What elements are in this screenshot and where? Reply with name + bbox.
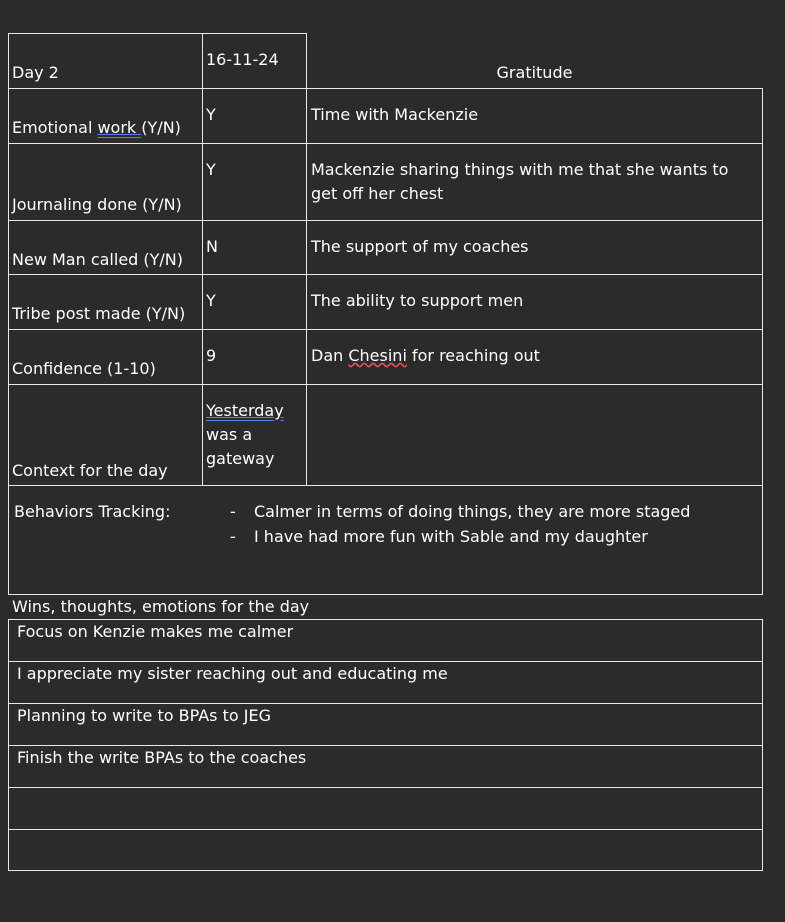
grid-line [8, 329, 763, 330]
grid-line [8, 33, 307, 34]
label-part-underlined: work [97, 118, 142, 137]
row-label-confidence: Confidence (1-10) [12, 359, 156, 378]
gratitude-item: Mackenzie sharing things with me that she wants to get off her chest [311, 160, 729, 203]
row-value-tribe-post: Y [206, 291, 216, 310]
win-item: Planning to write to BPAs to JEG [17, 706, 271, 725]
row-value-new-man-called: N [206, 237, 218, 256]
row-value-context [206, 399, 284, 471]
behavior-item: I have had more fun with Sable and my daughter [254, 527, 648, 546]
bullet-dash: - [230, 502, 236, 521]
row-value-confidence: 9 [206, 346, 217, 365]
behavior-item: Calmer in terms of doing things, they are more staged [254, 502, 691, 521]
gratitude-part: Dan [311, 346, 349, 365]
row-label-context: Context for the day [12, 461, 168, 480]
grid-line [8, 384, 763, 385]
context-line: was a [206, 425, 253, 444]
gratitude-item [311, 344, 540, 368]
grid-line [8, 220, 763, 221]
row-value-emotional-work: Y [206, 105, 216, 124]
win-item: Focus on Kenzie makes me calmer [17, 622, 294, 641]
win-item: I appreciate my sister reaching out and educating me [17, 664, 448, 683]
grid-line [8, 619, 9, 871]
context-line: gateway [206, 449, 275, 468]
grid-line [202, 33, 203, 486]
gratitude-part: for reaching out [406, 346, 540, 365]
row-label-journaling: Journaling done (Y/N) [12, 195, 182, 214]
win-item: Finish the write BPAs to the coaches [17, 748, 307, 767]
day-label: Day 2 [12, 63, 59, 82]
grid-line [8, 88, 763, 89]
grid-line [8, 485, 763, 486]
grid-line [8, 787, 763, 788]
context-line: Yesterday [206, 401, 284, 420]
behaviors-label: Behaviors Tracking: [14, 502, 171, 521]
label-part: Emotional [12, 118, 98, 137]
gratitude-item: The ability to support men [311, 291, 524, 310]
row-label-new-man-called: New Man called (Y/N) [12, 250, 184, 269]
wins-heading: Wins, thoughts, emotions for the day [12, 597, 310, 616]
bullet-dash: - [230, 527, 236, 546]
label-part: (Y/N) [141, 118, 181, 137]
row-label-tribe-post: Tribe post made (Y/N) [12, 304, 186, 323]
grid-line [306, 33, 307, 486]
grid-line [762, 619, 763, 871]
row-value-journaling: Y [206, 160, 216, 179]
grid-line [8, 274, 763, 275]
gratitude-item: Time with Mackenzie [311, 105, 479, 124]
row-label-emotional-work [12, 116, 181, 140]
gratitude-heading: Gratitude [496, 63, 573, 82]
grid-line [8, 33, 9, 595]
grid-line [8, 870, 763, 871]
grid-line [8, 829, 763, 830]
date-value: 16-11-24 [206, 50, 279, 69]
grid-line [762, 88, 763, 595]
grid-line [8, 143, 763, 144]
gratitude-item: The support of my coaches [311, 237, 529, 256]
gratitude-part-underlined: Chesini [348, 346, 407, 365]
